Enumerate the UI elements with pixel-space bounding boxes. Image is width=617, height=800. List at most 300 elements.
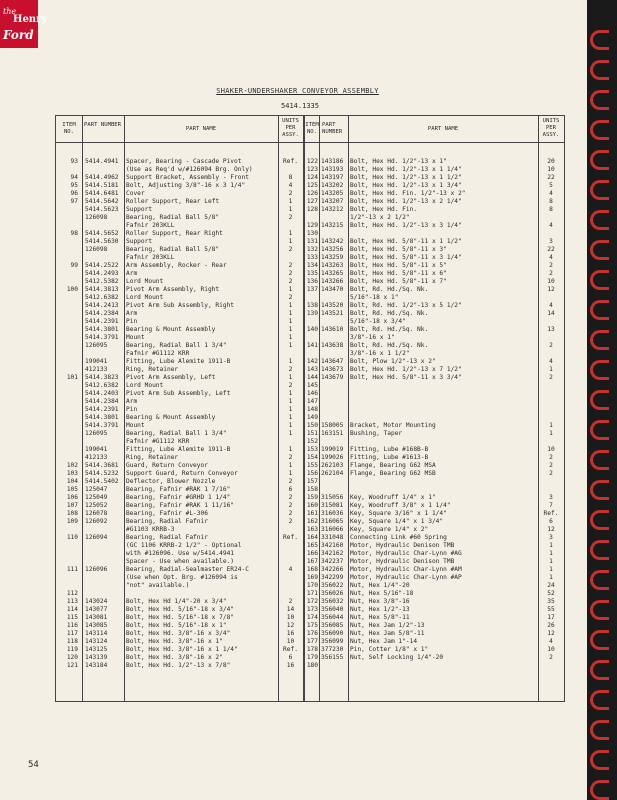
- table-row: [56, 214, 564, 222]
- table-row: [56, 222, 564, 230]
- part-name: Bearing, Radial Fafnir: [126, 534, 208, 541]
- units-per-assy: 6: [288, 654, 293, 661]
- units-per-assy: 1: [549, 422, 553, 429]
- part-number: 126098: [85, 214, 108, 221]
- part-number: 5414.4962: [85, 174, 119, 181]
- part-number: 143125: [85, 646, 108, 653]
- part-number: 316036: [321, 510, 344, 517]
- part-number: 143647: [321, 358, 344, 365]
- part-name: with #126096. Use w/5414.4941: [126, 550, 235, 557]
- units-per-assy: 1: [549, 542, 553, 549]
- part-number: 412133: [85, 366, 108, 373]
- units-per-assy: 4: [549, 190, 553, 197]
- part-name: Bolt, Adjusting 3/8"-16 x 3 1/4": [126, 182, 246, 189]
- part-name: Fitting, Lube #168B-B: [350, 446, 429, 453]
- header-units: UNITS PER ASSY.: [282, 118, 299, 138]
- part-name: Bearing, Radial Ball 5/8": [126, 214, 220, 221]
- part-number: 143193: [321, 166, 344, 173]
- item-number: 152: [306, 438, 318, 445]
- part-name: Connecting Link #60 Spring: [350, 534, 447, 541]
- part-name: Pivot Arm Sub Assembly, Right: [126, 302, 235, 309]
- units-per-assy: 4: [549, 222, 553, 229]
- table-row: [56, 350, 564, 358]
- part-name: Bolt, Hex Hd. 3/8"-16 x 1": [126, 638, 223, 645]
- item-number: 132: [306, 246, 318, 253]
- table-row: [56, 446, 564, 454]
- binding-ring: [590, 300, 609, 320]
- binding-ring: [590, 360, 609, 380]
- item-number: 155: [306, 462, 318, 469]
- part-number: 5414.5181: [85, 182, 119, 189]
- part-name: Nut, Hex Jam 1"-14: [350, 638, 418, 645]
- units-per-assy: 1: [288, 430, 293, 437]
- table-row: [56, 454, 564, 462]
- binding-ring: [590, 480, 609, 500]
- item-number: 153: [306, 446, 318, 453]
- table-row: [56, 638, 564, 646]
- units-per-assy: 1: [288, 286, 293, 293]
- item-number: 159: [306, 494, 318, 501]
- units-per-assy: 1: [288, 342, 293, 349]
- table-row: [56, 334, 564, 342]
- units-per-assy: 4: [549, 254, 553, 261]
- units-per-assy: 4: [549, 302, 553, 309]
- part-name: Bolt, Hex Hd. 5/16"-18 x 7/8": [126, 614, 235, 621]
- units-per-assy: 2: [549, 342, 553, 349]
- table-row: [56, 510, 564, 518]
- units-per-assy: 2: [288, 510, 293, 517]
- units-per-assy: 13: [547, 326, 555, 333]
- units-per-assy: 3: [549, 238, 553, 245]
- part-number: 342162: [321, 550, 344, 557]
- part-number: 5414.5630: [85, 238, 119, 245]
- table-row: [56, 262, 564, 270]
- binding-ring: [590, 30, 609, 50]
- item-number: 113: [66, 598, 78, 605]
- item-number: 96: [70, 190, 78, 197]
- item-number: 133: [306, 254, 318, 261]
- part-name: Key, Woodruff 1/4" x 1": [350, 494, 436, 501]
- item-number: 143: [306, 366, 318, 373]
- part-number: 5414.2384: [85, 310, 119, 317]
- table-row: [56, 310, 564, 318]
- part-name: Bearing, Fafnir #RAK 1 7/16": [126, 486, 231, 493]
- table-row: [56, 502, 564, 510]
- part-number: 5414.3801: [85, 414, 119, 421]
- units-per-assy: 4: [288, 566, 293, 573]
- table-row: [56, 166, 564, 174]
- units-per-assy: 1: [288, 326, 293, 333]
- table-row: [56, 174, 564, 182]
- units-per-assy: 1: [549, 574, 553, 581]
- header-name-right: PART NAME: [427, 126, 459, 132]
- part-number: 412133: [85, 454, 108, 461]
- part-number: 143610: [321, 326, 344, 333]
- part-name: Bolt, Hex Hd. 5/8"-11 x 3": [350, 246, 447, 253]
- part-name: Bolt, Hex Hd. 3/8"-16 x 2": [126, 654, 223, 661]
- part-number: 199041: [85, 358, 108, 365]
- units-per-assy: 2: [288, 598, 293, 605]
- part-number: 143263: [321, 262, 344, 269]
- units-per-assy: 1: [288, 374, 293, 381]
- table-row: [56, 158, 564, 166]
- part-number: 5414.3823: [85, 374, 119, 381]
- table-row: [56, 198, 564, 206]
- table-row: [56, 598, 564, 606]
- header-divider: [56, 142, 564, 143]
- item-number: 172: [306, 598, 318, 605]
- part-name: Support Bracket, Assembly - Front: [126, 174, 249, 181]
- table-row: [56, 302, 564, 310]
- units-per-assy: 2: [288, 246, 293, 253]
- part-name: Bolt, Hex Hd. 1/2"-13 x 2 1/4": [350, 198, 462, 205]
- units-per-assy: 1: [288, 462, 293, 469]
- part-name: Bushing, Taper: [350, 430, 403, 437]
- binding-ring: [590, 630, 609, 650]
- part-name: Pivot Arm Sub Assembly, Left: [126, 390, 231, 397]
- part-name: Ring, Retainer: [126, 366, 179, 373]
- part-number: 143207: [321, 198, 344, 205]
- part-number: 5414.2403: [85, 390, 119, 397]
- table-row: [56, 398, 564, 406]
- part-name: Nut, Hex 1/4"-20: [350, 582, 410, 589]
- item-number: 145: [306, 382, 318, 389]
- part-name: Bolt, Hex Hd. 5/8"-11 x 1 1/2": [350, 238, 462, 245]
- units-per-assy: 1: [288, 310, 293, 317]
- table-row: [56, 422, 564, 430]
- units-per-assy: 2: [549, 454, 553, 461]
- binding-ring: [590, 690, 609, 710]
- part-number: 143077: [85, 606, 108, 613]
- units-per-assy: 10: [547, 166, 555, 173]
- part-name: Pin: [126, 406, 138, 413]
- part-name: (Use when Opt. Brg. #126094 is: [126, 574, 238, 581]
- part-number: 5414.3801: [85, 326, 119, 333]
- part-number: 125049: [85, 494, 108, 501]
- part-number: 5414.2522: [85, 262, 119, 269]
- table-row: [56, 486, 564, 494]
- part-name: Mount: [126, 422, 145, 429]
- part-name: Key, Square 1/4" x 2": [350, 526, 429, 533]
- item-number: 169: [306, 574, 318, 581]
- part-number: 342160: [321, 542, 344, 549]
- binding-ring: [590, 600, 609, 620]
- item-number: 136: [306, 278, 318, 285]
- item-number: 114: [66, 606, 78, 613]
- units-per-assy: 1: [288, 398, 293, 405]
- part-name: Spacer - Use when available.): [126, 558, 235, 565]
- part-number: 5414.3791: [85, 422, 119, 429]
- item-number: 138: [306, 302, 318, 309]
- part-name: Nut, Hex Jam 1/2"-13: [350, 622, 425, 629]
- units-per-assy: 14: [286, 606, 295, 613]
- item-number: 180: [306, 662, 318, 669]
- part-number: 5414.3813: [85, 286, 119, 293]
- part-name: Roller Support, Rear Left: [126, 198, 220, 205]
- units-per-assy: 17: [547, 614, 555, 621]
- table-row: [56, 374, 564, 382]
- part-name: 5/16"-18 x 1": [350, 294, 399, 301]
- binding-ring: [590, 330, 609, 350]
- item-number: 94: [70, 174, 78, 181]
- part-name: Nut, Hex Jam 5/8"-11: [350, 630, 425, 637]
- units-per-assy: 1: [288, 198, 293, 205]
- item-number: 162: [306, 518, 318, 525]
- table-row: [56, 246, 564, 254]
- units-per-assy: 1: [549, 366, 553, 373]
- part-name: Motor, Hydraulic Denison TMB: [350, 558, 455, 565]
- units-per-assy: 35: [547, 598, 555, 605]
- part-name: Bolt, Rd. Hd. 1/2"-13 x 5 1/2": [350, 302, 462, 309]
- part-number: 356099: [321, 638, 344, 645]
- units-per-assy: 1: [288, 302, 293, 309]
- part-number: 342299: [321, 574, 344, 581]
- part-name: Ring, Retainer: [126, 454, 179, 461]
- units-per-assy: 2: [288, 502, 293, 509]
- part-name: Bolt, Hex Hd. 5/8"-11 x 3 1/4": [350, 254, 462, 261]
- units-per-assy: 1: [288, 238, 293, 245]
- item-number: 173: [306, 606, 318, 613]
- part-name: Nut, Hex 1/2"-13: [350, 606, 410, 613]
- table-row: [56, 478, 564, 486]
- units-per-assy: Ref.: [543, 510, 559, 517]
- part-name: Bolt, Hex Hd. Fin. 1/2"-13 x 2": [350, 190, 466, 197]
- part-number: 143265: [321, 270, 344, 277]
- item-number: 156: [306, 470, 318, 477]
- part-number: 199026: [321, 454, 344, 461]
- units-per-assy: 12: [286, 622, 295, 629]
- part-name: Arm: [126, 398, 138, 405]
- part-name: Fafnir #G1112 KRR: [126, 350, 190, 357]
- item-number: 134: [306, 262, 318, 269]
- units-per-assy: 10: [286, 614, 295, 621]
- units-per-assy: 7: [549, 502, 553, 509]
- units-per-assy: 2: [288, 190, 293, 197]
- part-number: 5412.5382: [85, 278, 119, 285]
- item-number: 106: [66, 494, 78, 501]
- part-number: 5412.6382: [85, 294, 119, 301]
- part-number: 5414.4941: [85, 158, 119, 165]
- part-number: 143242: [321, 238, 344, 245]
- part-name: Guard, Return Conveyor: [126, 462, 208, 469]
- item-number: 164: [306, 534, 318, 541]
- units-per-assy: 2: [288, 518, 293, 525]
- part-number: 356044: [321, 614, 344, 621]
- units-per-assy: 1: [549, 558, 553, 565]
- part-number: 315081: [321, 502, 344, 509]
- part-name: Bolt, Hex Hd. 1/2"-13 x 1 1/4": [350, 166, 462, 173]
- part-name: Support: [126, 238, 153, 245]
- part-number: 342237: [321, 558, 344, 565]
- item-number: 126: [306, 190, 318, 197]
- units-per-assy: 55: [547, 606, 555, 613]
- item-number: 150: [306, 422, 318, 429]
- part-name: Bearing & Mount Assembly: [126, 414, 216, 421]
- item-number: 137: [306, 286, 318, 293]
- part-number: 5414.2413: [85, 302, 119, 309]
- part-name: Bolt, Hex Hd. 1/2"-13 x 7/8": [126, 662, 231, 669]
- units-per-assy: 6: [288, 486, 293, 493]
- parts-table: [55, 115, 565, 702]
- units-per-assy: 10: [547, 646, 555, 653]
- part-name: Bearing, Radial Ball 1 3/4": [126, 430, 227, 437]
- part-number: 199019: [321, 446, 344, 453]
- part-name: Spacer, Bearing - Cascade Pivot: [126, 158, 242, 165]
- part-number: 5414.3791: [85, 334, 119, 341]
- table-row: [56, 534, 564, 542]
- table-row: [56, 318, 564, 326]
- item-number: 125: [306, 182, 318, 189]
- part-name: Support Guard, Return Conveyor: [126, 470, 238, 477]
- units-per-assy: 2: [549, 374, 553, 381]
- page-number: 54: [28, 760, 39, 770]
- header-units-right: UNITS PER ASSY.: [542, 118, 560, 138]
- part-name: Nut, Hex 3/8"-16: [350, 598, 410, 605]
- part-number: 5414.5232: [85, 470, 119, 477]
- header-name: PART NAME: [185, 126, 217, 132]
- binding-ring: [590, 210, 609, 230]
- units-per-assy: Ref.: [283, 158, 298, 165]
- part-name: Pivot Arm Assembly, Left: [126, 374, 216, 381]
- item-number: 118: [66, 638, 78, 645]
- item-number: 142: [306, 358, 318, 365]
- binding-ring: [590, 570, 609, 590]
- part-name: Bearing, Fafnir #RAK 1 11/16": [126, 502, 235, 509]
- part-name: Lord Mount: [126, 382, 164, 389]
- part-number: 125052: [85, 502, 108, 509]
- item-number: 98: [70, 230, 78, 237]
- item-number: 117: [66, 630, 78, 637]
- units-per-assy: 52: [547, 590, 555, 597]
- part-number: 356090: [321, 630, 344, 637]
- units-per-assy: 5: [549, 182, 553, 189]
- assembly-number: 5414.1335: [281, 102, 319, 110]
- item-number: 154: [306, 454, 318, 461]
- part-number: 5414.6481: [85, 190, 119, 197]
- item-number: 140: [306, 326, 318, 333]
- units-per-assy: 2: [288, 270, 293, 277]
- item-number: 108: [66, 510, 78, 517]
- part-name: Bolt, Rd. Hd./Sq. Nk.: [350, 326, 429, 333]
- units-per-assy: 8: [549, 206, 553, 213]
- part-number: 143215: [321, 222, 344, 229]
- binding-ring: [590, 660, 609, 680]
- binding-ring: [590, 420, 609, 440]
- part-number: 143197: [321, 174, 344, 181]
- logo-the: the: [3, 7, 17, 16]
- part-name: Bolt, Rd. Hd./Sq. Nk.: [350, 342, 429, 349]
- part-name: Motor, Hydraulic Char-Lynn #AM: [350, 566, 462, 573]
- binding-ring: [590, 60, 609, 80]
- part-name: Key, Square 1/4" x 1 3/4": [350, 518, 444, 525]
- part-name: Lord Mount: [126, 294, 164, 301]
- table-row: [56, 646, 564, 654]
- units-per-assy: 4: [549, 638, 553, 645]
- item-number: 144: [306, 374, 318, 381]
- units-per-assy: 1: [288, 318, 293, 325]
- part-name: Bolt, Hex Hd. 3/8"-16 x 1 1/4": [126, 646, 238, 653]
- item-number: 166: [306, 550, 318, 557]
- table-row: [56, 438, 564, 446]
- header-part: PART NUMBER: [84, 122, 122, 128]
- part-name: (Use as Req'd w/#126094 Brg. Only): [126, 166, 253, 173]
- part-name: Fitting, Lube Alemite 1911-B: [126, 358, 231, 365]
- binding-ring: [590, 390, 609, 410]
- item-number: 160: [306, 502, 318, 509]
- part-number: 356085: [321, 622, 344, 629]
- part-number: 143205: [321, 190, 344, 197]
- page-title: SHAKER-UNDERSHAKER CONVEYOR ASSEMBLY: [216, 87, 379, 95]
- table-row: [56, 366, 564, 374]
- part-name: 3/8"-16 x 1 1/2": [350, 350, 410, 357]
- table-row: [56, 654, 564, 662]
- item-number: 148: [306, 406, 318, 413]
- table-row: [56, 270, 564, 278]
- item-number: 135: [306, 270, 318, 277]
- part-name: Bolt, Rd. Hd./Sq. Nk.: [350, 286, 429, 293]
- table-row: [56, 662, 564, 670]
- part-name: Motor, Hydraulic Denison TMB: [350, 542, 455, 549]
- part-name: Support: [126, 206, 153, 213]
- item-number: 147: [306, 398, 318, 405]
- item-number: 123: [306, 166, 318, 173]
- header-part-right: PART NUMBER: [322, 122, 343, 135]
- table-row: [56, 494, 564, 502]
- table-row: [56, 558, 564, 566]
- logo-henry: Henry: [13, 14, 48, 25]
- units-per-assy: 10: [547, 278, 555, 285]
- part-number: 143638: [321, 342, 344, 349]
- table-row: [56, 358, 564, 366]
- item-number: 177: [306, 638, 318, 645]
- part-number: 143470: [321, 286, 344, 293]
- table-row: [56, 190, 564, 198]
- table-row: [56, 182, 564, 190]
- part-number: 5414.5402: [85, 478, 119, 485]
- part-number: 262104: [321, 470, 344, 477]
- part-number: 262103: [321, 462, 344, 469]
- item-number: 121: [66, 662, 78, 669]
- units-per-assy: 2: [549, 462, 553, 469]
- part-number: 143212: [321, 206, 344, 213]
- units-per-assy: 2: [288, 478, 293, 485]
- binding-ring: [590, 120, 609, 140]
- part-number: 143081: [85, 614, 108, 621]
- part-name: Bolt, Hex Hd. 5/8"-11 x 6": [350, 270, 447, 277]
- part-name: Bearing, Radial-Sealmaster ER24-C: [126, 566, 249, 573]
- part-name: Bolt, Hex Hd. 5/8"-11 x 7": [350, 278, 447, 285]
- units-per-assy: 24: [547, 582, 555, 589]
- item-number: 163: [306, 526, 318, 533]
- units-per-assy: 2: [288, 262, 293, 269]
- table-row: [56, 326, 564, 334]
- units-per-assy: 6: [549, 518, 553, 525]
- part-name: Bearing, Fafnir #L-306: [126, 510, 208, 517]
- header-item-right: ITEM NO.: [305, 122, 319, 135]
- units-per-assy: 4: [288, 182, 293, 189]
- units-per-assy: 3: [549, 494, 553, 501]
- item-number: 174: [306, 614, 318, 621]
- part-number: 5414.5642: [85, 198, 119, 205]
- item-number: 111: [66, 566, 78, 573]
- part-number: 143085: [85, 622, 108, 629]
- item-number: 100: [66, 286, 78, 293]
- binding-ring: [590, 270, 609, 290]
- part-number: 126095: [85, 430, 108, 437]
- table-row: [56, 414, 564, 422]
- table-row: [56, 550, 564, 558]
- table-row: [56, 254, 564, 262]
